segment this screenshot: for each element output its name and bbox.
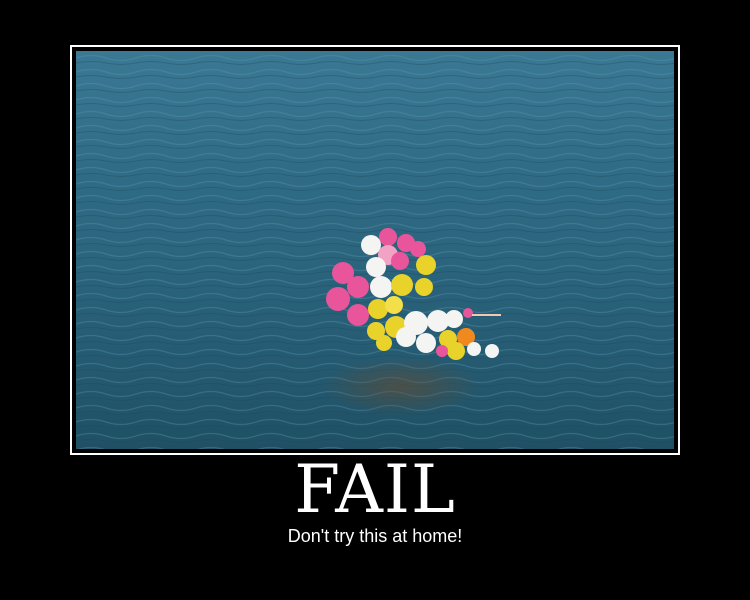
ocean-photo bbox=[76, 51, 674, 449]
photo-frame bbox=[70, 45, 680, 455]
balloon-reflection bbox=[321, 356, 481, 416]
poster-title: FAIL bbox=[294, 451, 456, 528]
poster-caption: Don't try this at home! bbox=[287, 526, 463, 546]
